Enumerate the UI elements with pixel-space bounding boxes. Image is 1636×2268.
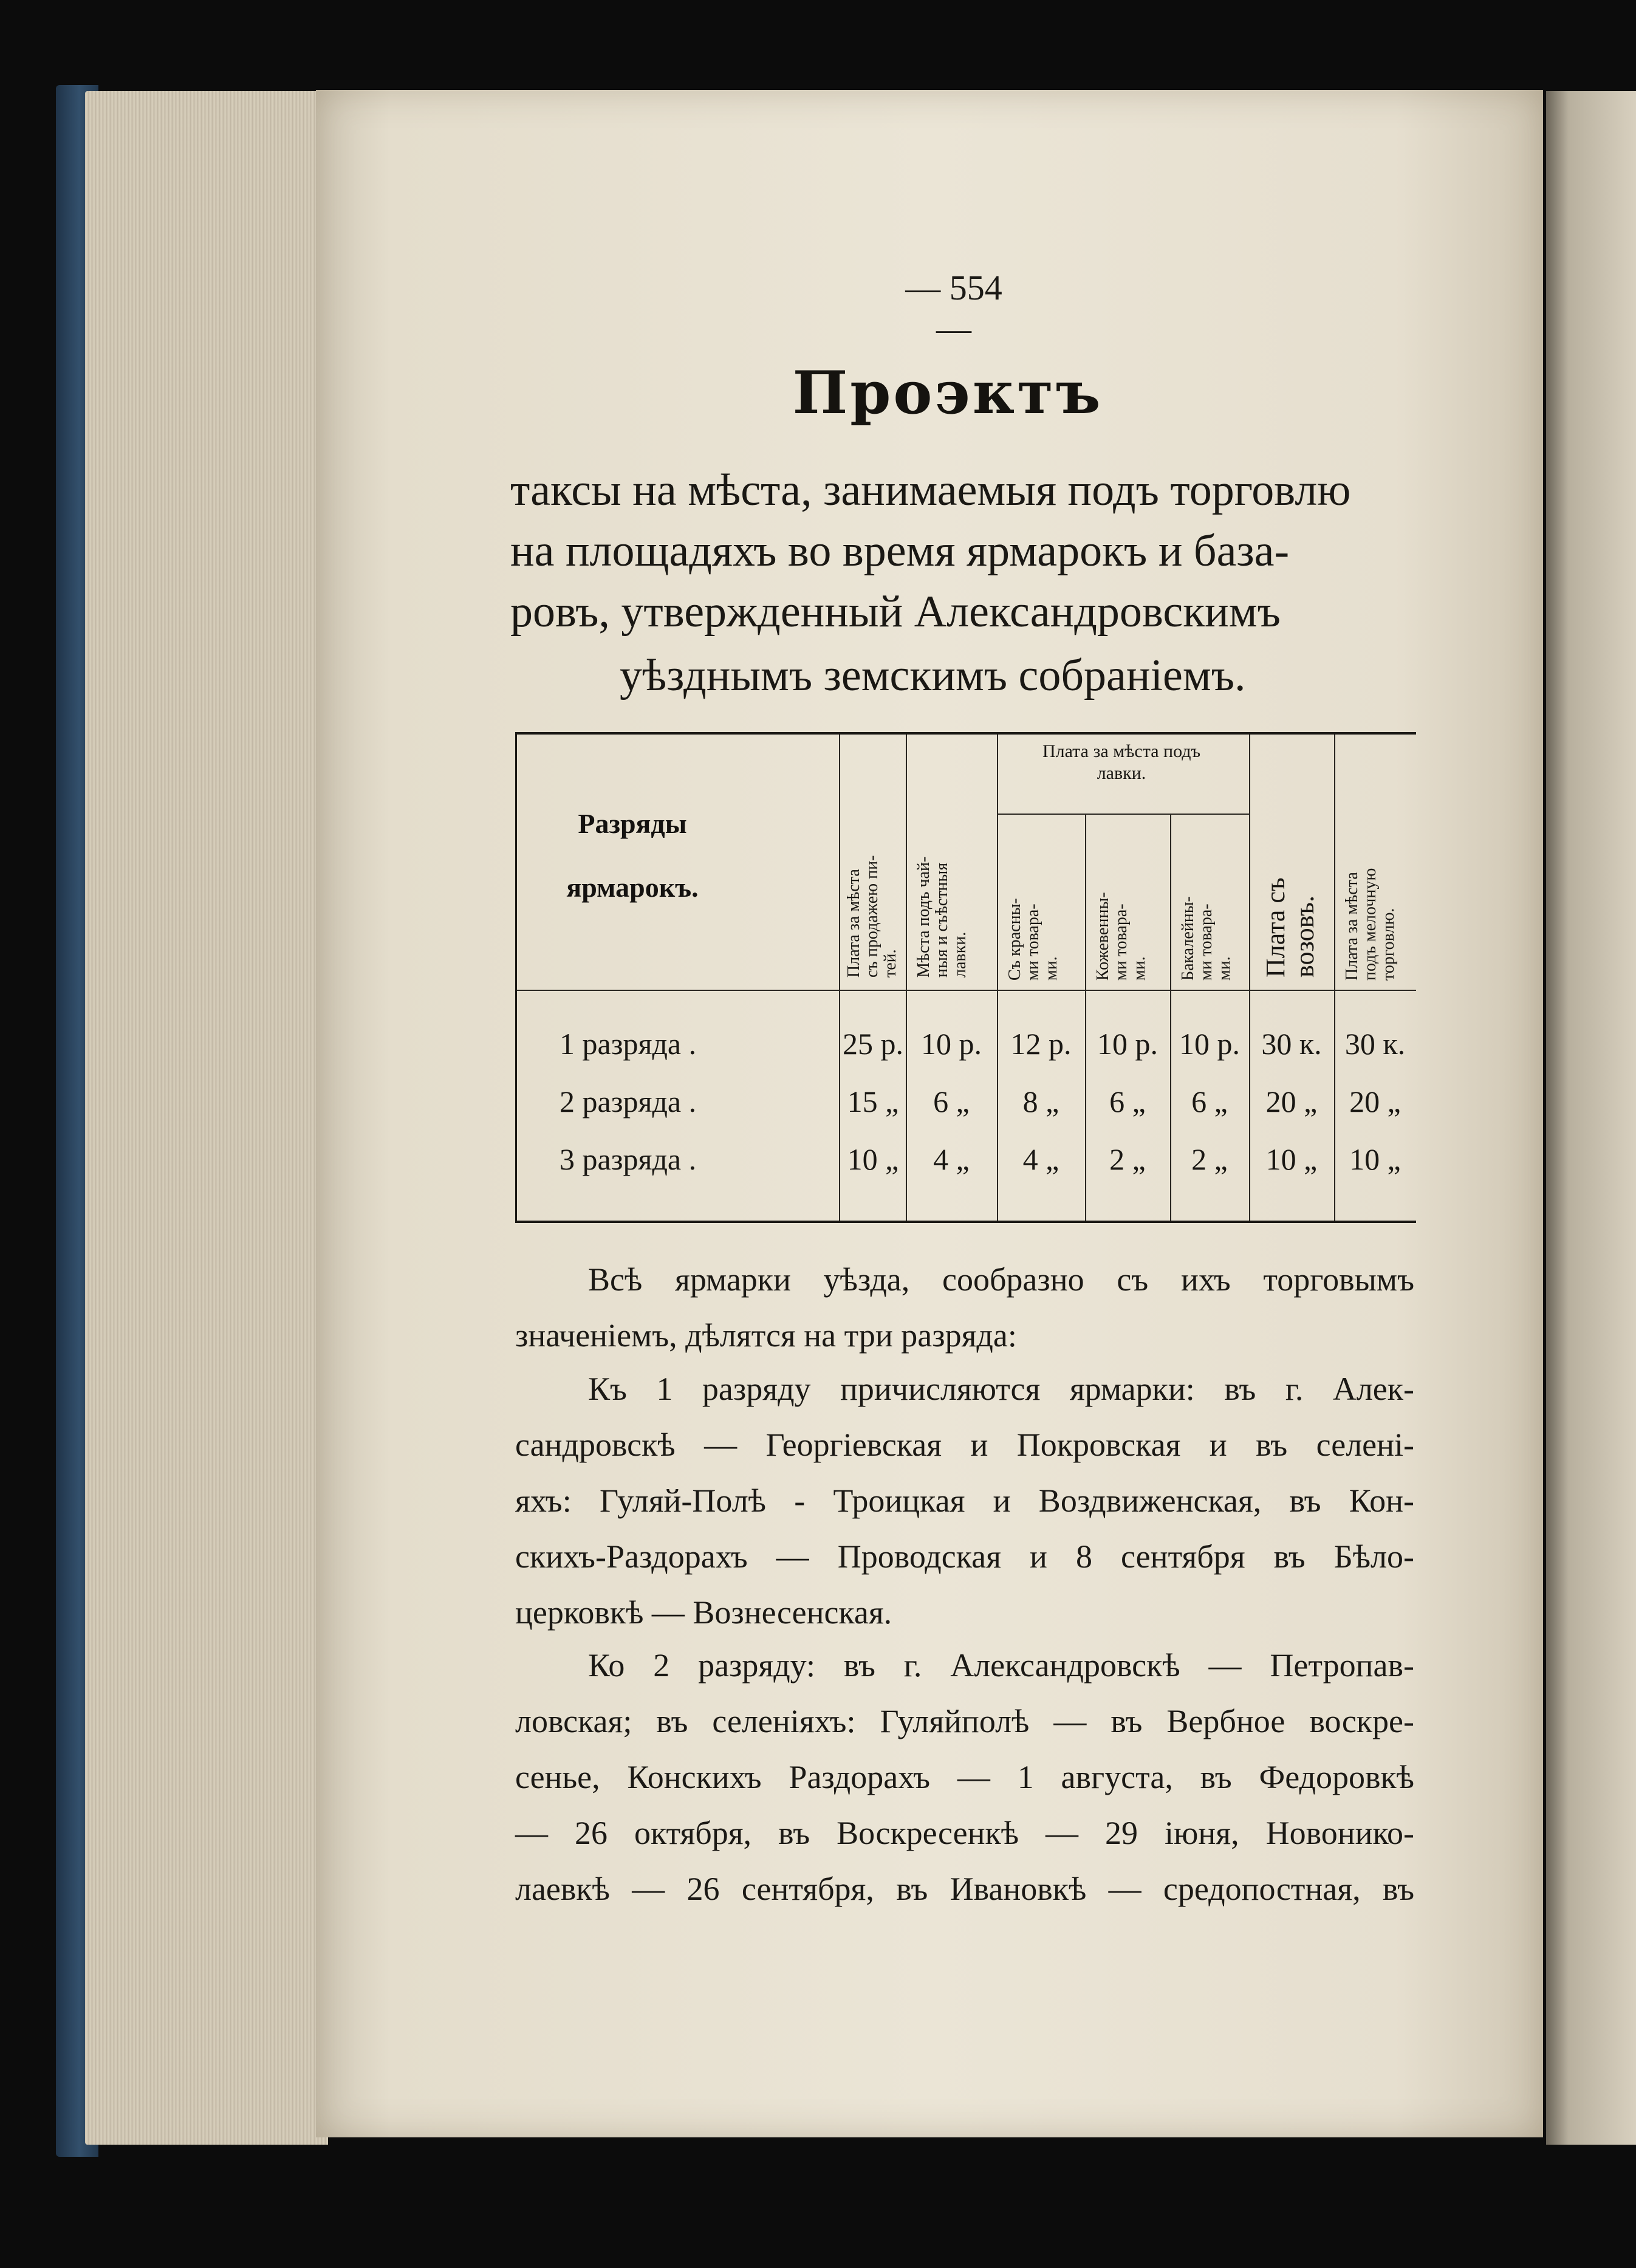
table-rule — [517, 990, 1416, 991]
text-line: значеніемъ, дѣлятся на три разряда: — [515, 1317, 1017, 1354]
rates-table — [515, 732, 1416, 1223]
column-header — [1343, 868, 1398, 981]
table-cell: 4 „ — [1022, 1142, 1059, 1176]
document-title: Проэктъ — [792, 358, 1103, 427]
column-header-line: возовъ. — [1289, 895, 1319, 978]
column-header-line: Плата съ — [1261, 877, 1290, 978]
paragraph — [515, 1361, 1414, 1640]
text-line: лаевкѣ — 26 сентября, въ Ивановкѣ — средопостная, въ — [515, 1871, 1414, 1907]
table-cell: 10 р. — [1097, 1027, 1158, 1061]
table-cell: 2 „ — [1191, 1142, 1228, 1176]
column-header — [1179, 896, 1234, 981]
column-header-line: ми товара- — [1112, 903, 1131, 981]
table-cell: 10 „ — [1265, 1142, 1318, 1176]
table-cell: 8 „ — [1022, 1084, 1059, 1119]
column-header-line: Мѣста подъ чай- — [914, 856, 933, 978]
column-header-line: ми. — [1215, 956, 1234, 981]
column-header — [845, 855, 900, 978]
table-cell: 12 р. — [1010, 1027, 1072, 1061]
table-cell: 15 „ — [847, 1084, 899, 1119]
table-cell: 6 „ — [1109, 1084, 1146, 1119]
text-line: — 26 октября, въ Воскресенкѣ — 29 іюня, Новонико- — [515, 1815, 1414, 1851]
group-header-line: лавки. — [1097, 763, 1146, 783]
table-cell: 30 к. — [1261, 1027, 1322, 1061]
text-line: яхъ: Гуляй-Полѣ - Троицкая и Воздвиженская, въ Кон- — [515, 1482, 1414, 1519]
table-cell: 30 к. — [1344, 1027, 1406, 1061]
text-line: ловская; въ селеніяхъ: Гуляйполѣ — въ Вербное воскре- — [515, 1703, 1414, 1739]
category-header: Разряды — [578, 808, 687, 839]
text-line: Всѣ ярмарки уѣзда, сообразно съ ихъ торговымъ — [588, 1261, 1414, 1298]
table-cell: 4 „ — [933, 1142, 970, 1176]
column-header-line: ныя и съѣстныя — [933, 862, 952, 978]
subtitle-line: ровъ, утвержденный Александровскимъ — [510, 587, 1281, 637]
column-header-line: Плата за мѣста — [844, 869, 863, 978]
column-header-line: ми товара- — [1024, 903, 1043, 981]
table-cell: 25 р. — [843, 1027, 903, 1061]
table-row-label: 3 разряда . — [560, 1142, 697, 1176]
paragraph — [515, 1252, 1414, 1363]
column-header-line: ми. — [1130, 956, 1149, 981]
text-line: Къ 1 разряду причисляются ярмарки: въ г. Алек- — [588, 1371, 1414, 1407]
group-header — [1000, 741, 1243, 784]
page-number: — 554 — — [905, 268, 1002, 348]
column-header-line: съ продажею пи- — [863, 855, 882, 978]
table-cell: 10 р. — [1179, 1027, 1240, 1061]
table-cell: 10 „ — [1349, 1142, 1401, 1176]
text-line: Ко 2 разряду: въ г. Александровскѣ — Петропав- — [588, 1647, 1414, 1684]
column-header-line: тей. — [881, 949, 900, 978]
text-line: сенье, Конскихъ Раздорахъ — 1 августа, въ Федоровкѣ — [515, 1759, 1414, 1795]
subtitle-line: уѣзднымъ земскимъ собраніемъ. — [620, 651, 1246, 701]
table-cell: 20 „ — [1265, 1084, 1318, 1119]
text-line: церковкѣ — Вознесенская. — [515, 1594, 892, 1631]
table-cell: 2 „ — [1109, 1142, 1146, 1176]
table-cell: 10 р. — [921, 1027, 982, 1061]
column-header-line: подъ мелочную — [1361, 868, 1380, 981]
column-header — [1006, 898, 1061, 981]
text-line: скихъ-Раздорахъ — Проводская и 8 сентября въ Бѣло- — [515, 1538, 1414, 1575]
column-header-line: ми товара- — [1197, 903, 1216, 981]
column-header-line: Плата за мѣста — [1343, 872, 1361, 981]
table-cell: 20 „ — [1349, 1084, 1401, 1119]
column-header — [1261, 877, 1319, 978]
column-header-line: Съ красны- — [1005, 898, 1024, 981]
column-header-line: Бакалейны- — [1179, 896, 1197, 981]
category-header: ярмарокъ. — [566, 872, 699, 903]
column-header — [915, 857, 970, 978]
table-row-label: 2 разряда . — [560, 1084, 697, 1119]
table-rule — [997, 814, 1249, 815]
column-header — [1094, 892, 1149, 981]
column-header-line: торговлю. — [1379, 908, 1398, 981]
table-row-label: 1 разряда . — [560, 1027, 697, 1061]
subtitle-line: на площадяхъ во время ярмарокъ и база- — [510, 526, 1290, 576]
paragraph — [515, 1637, 1414, 1917]
table-cell: 10 „ — [847, 1142, 899, 1176]
column-header-line: ми. — [1042, 956, 1061, 981]
column-header-line: Кожевенны- — [1094, 892, 1112, 981]
table-cell: 6 „ — [933, 1084, 970, 1119]
column-header-line: лавки. — [951, 931, 970, 978]
facing-page-edge — [1546, 91, 1636, 2145]
table-cell: 6 „ — [1191, 1084, 1228, 1119]
page-edges — [85, 91, 328, 2145]
text-line: сандровскѣ — Георгіевская и Покровская и въ селені- — [515, 1427, 1414, 1463]
subtitle-line: таксы на мѣста, занимаемыя подъ торговлю — [510, 465, 1351, 515]
group-header-line: Плата за мѣста подъ — [1042, 741, 1200, 761]
